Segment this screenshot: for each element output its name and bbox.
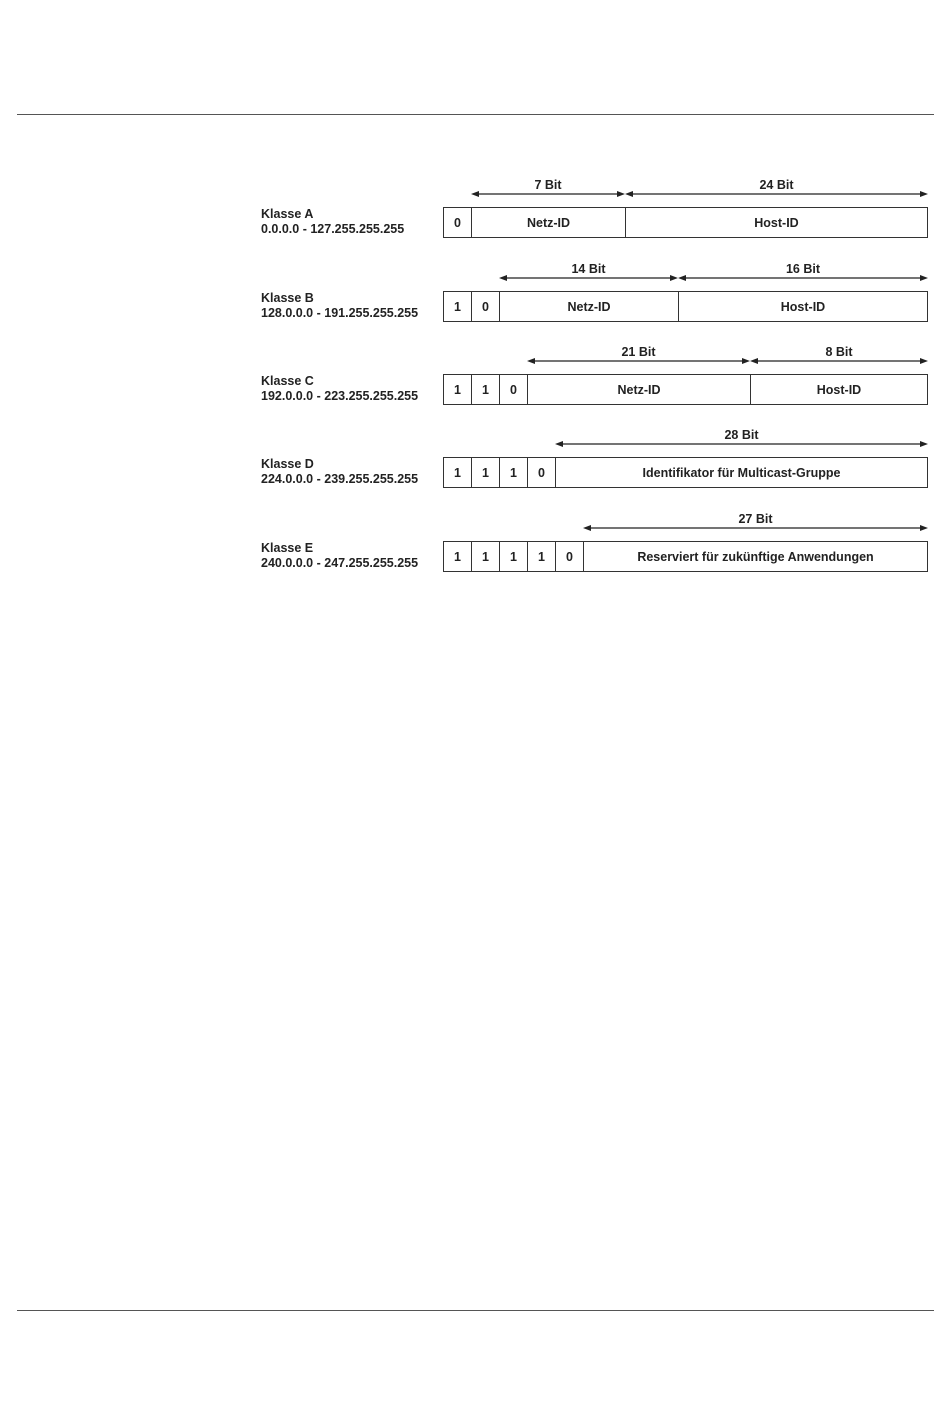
class-label bbox=[261, 291, 418, 321]
class-name: Klasse A bbox=[261, 207, 314, 221]
dimension-arrow bbox=[527, 356, 750, 366]
host-id-field: Host-ID bbox=[816, 382, 862, 397]
prefix-bit: 0 bbox=[528, 458, 556, 487]
bottom-rule bbox=[17, 1310, 934, 1311]
class-name: Klasse D bbox=[261, 457, 314, 471]
dimension-arrow bbox=[625, 189, 928, 199]
dimension-arrow bbox=[678, 273, 928, 283]
dimension-arrow bbox=[750, 356, 928, 366]
address-class-a bbox=[0, 178, 950, 248]
dimension-arrow bbox=[583, 523, 928, 533]
bit-count-label: 8 Bit bbox=[825, 345, 853, 359]
host-id-field: Host-ID bbox=[780, 299, 826, 314]
netz-id-field: Netz-ID bbox=[472, 208, 626, 237]
bit-fields bbox=[443, 207, 928, 238]
dimension-arrow bbox=[555, 439, 928, 449]
prefix-bit: 1 bbox=[472, 375, 500, 404]
top-rule bbox=[17, 114, 934, 115]
prefix-bit: 0 bbox=[500, 375, 528, 404]
prefix-bit: 1 bbox=[472, 458, 500, 487]
prefix-bit: 1 bbox=[500, 458, 528, 487]
address-class-e bbox=[0, 512, 950, 582]
bit-fields bbox=[443, 457, 928, 488]
prefix-bit: 1 bbox=[528, 542, 556, 571]
prefix-bit: 0 bbox=[444, 208, 472, 237]
netz-id-field: Netz-ID bbox=[500, 292, 679, 321]
prefix-bit: 1 bbox=[444, 458, 472, 487]
host-id-field: Host-ID bbox=[754, 215, 799, 230]
class-label bbox=[261, 207, 404, 237]
class-range: 224.0.0.0 - 239.255.255.255 bbox=[261, 472, 419, 486]
class-range: 240.0.0.0 - 247.255.255.255 bbox=[261, 556, 419, 570]
bit-fields bbox=[443, 291, 928, 322]
dimension-arrow bbox=[499, 273, 678, 283]
bit-count-label: 27 Bit bbox=[738, 512, 773, 526]
prefix-bit: 0 bbox=[472, 292, 500, 321]
bit-count-label: 24 Bit bbox=[759, 178, 794, 192]
bit-count-label: 21 Bit bbox=[621, 345, 656, 359]
bit-count-label: 28 Bit bbox=[724, 428, 759, 442]
class-name: Klasse B bbox=[261, 291, 314, 305]
class-label bbox=[261, 374, 418, 404]
prefix-bit: 1 bbox=[444, 542, 472, 571]
id-field: Reserviert für zukünftige Anwendungen bbox=[637, 549, 874, 564]
bit-fields bbox=[443, 541, 928, 572]
prefix-bit: 1 bbox=[444, 375, 472, 404]
prefix-bit: 0 bbox=[556, 542, 584, 571]
prefix-bit: 1 bbox=[472, 542, 500, 571]
prefix-bit: 1 bbox=[500, 542, 528, 571]
bit-count-label: 14 Bit bbox=[571, 262, 606, 276]
class-label bbox=[261, 541, 418, 571]
class-label bbox=[261, 457, 418, 487]
dimension-arrow bbox=[471, 189, 625, 199]
netz-id-field: Netz-ID bbox=[528, 375, 751, 404]
bit-fields bbox=[443, 374, 928, 405]
class-name: Klasse C bbox=[261, 374, 314, 388]
bit-count-label: 16 Bit bbox=[785, 262, 821, 276]
id-field: Identifikator für Multicast-Gruppe bbox=[642, 465, 841, 480]
prefix-bit: 1 bbox=[444, 292, 472, 321]
class-range: 192.0.0.0 - 223.255.255.255 bbox=[261, 389, 419, 403]
address-class-b bbox=[0, 262, 950, 332]
class-name: Klasse E bbox=[261, 541, 314, 555]
bit-count-label: 7 Bit bbox=[534, 178, 562, 192]
address-class-c bbox=[0, 345, 950, 415]
class-range: 0.0.0.0 - 127.255.255.255 bbox=[261, 222, 405, 236]
class-range: 128.0.0.0 - 191.255.255.255 bbox=[261, 306, 419, 320]
address-class-d bbox=[0, 428, 950, 498]
